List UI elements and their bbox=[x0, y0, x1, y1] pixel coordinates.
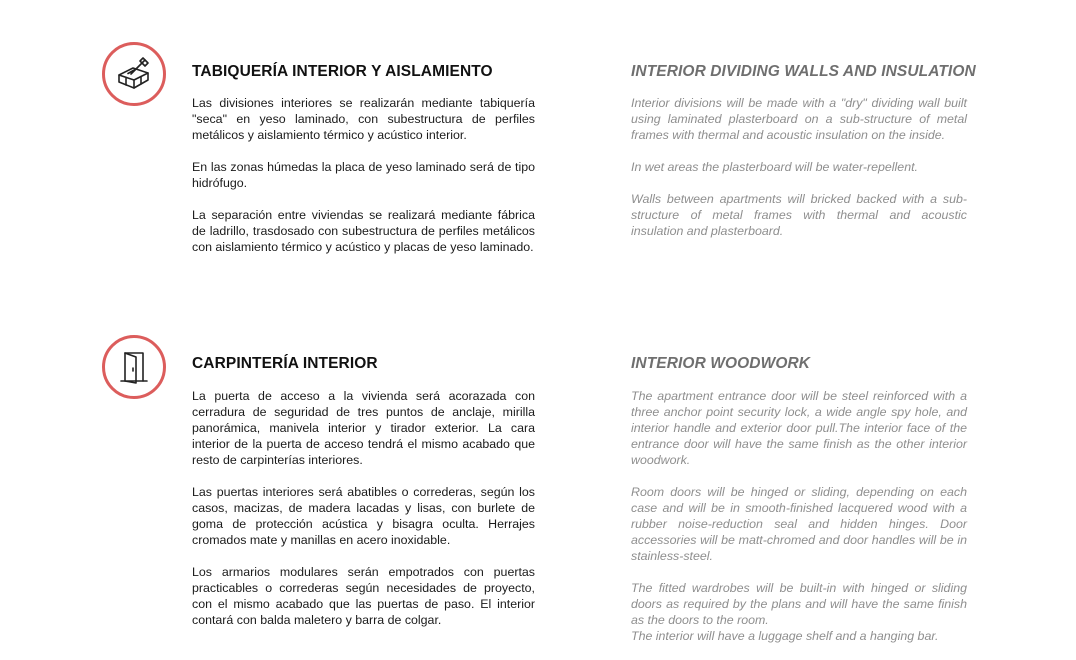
paragraph: La separación entre viviendas se realizará mediante fábrica de ladrillo, trasdosado con subestructura de perfiles metálicos con aislamiento térmico y acústico y placas de yeso laminado. bbox=[192, 208, 535, 254]
section-title-interior-carpentry: CARPINTERÍA INTERIOR bbox=[192, 355, 378, 372]
paragraph: Las puertas interiores será abatibles o correderas, según los casos, macizas, de madera lacadas y lisas, con burlete de goma de protección acústica y bisagra oculta. Herrajes cromados mate y manillas en acero inoxidable. bbox=[192, 485, 535, 547]
brick-trowel-icon bbox=[114, 54, 154, 94]
wall-section-icon-badge bbox=[102, 42, 166, 106]
door-icon bbox=[116, 349, 152, 385]
section-title-partition-walls: TABIQUERÍA INTERIOR Y AISLAMIENTO bbox=[192, 63, 493, 80]
interior-carpentry-spanish-text bbox=[192, 388, 535, 644]
paragraph: In wet areas the plasterboard will be water-repellent. bbox=[631, 160, 918, 174]
paragraph: Walls between apartments will bricked backed with a sub-structure of metal frames with thermal and acoustic insulation and plasterboard. bbox=[631, 192, 967, 238]
paragraph: The fitted wardrobes will be built-in with hinged or sliding doors as required by the plans and will have the same finish as the doors to the room. bbox=[631, 581, 967, 627]
section-title-dividing-walls-en: INTERIOR DIVIDING WALLS AND INSULATION bbox=[631, 63, 976, 80]
dividing-walls-english-text bbox=[631, 95, 967, 255]
interior-woodwork-english-text bbox=[631, 388, 967, 660]
paragraph: Interior divisions will be made with a "dry" dividing wall built using laminated plasterboard on a sub-structure of metal frames with thermal and acoustic insulation on the inside. bbox=[631, 96, 967, 142]
partition-walls-spanish-text bbox=[192, 95, 535, 271]
paragraph: La puerta de acceso a la vivienda será acorazada con cerradura de seguridad de tres puntos de anclaje, mirilla panorámica, manivela interior y tirador exterior. La cara interior de la puerta de acceso tendrá el mismo acabado que resto de carpinterías interiores. bbox=[192, 389, 535, 467]
paragraph: Room doors will be hinged or sliding, depending on each case and will be in smooth-finished lacquered wood with a rubber noise-reduction seal and hidden hinges. Door accessories will be matt-chromed and door handles will be in stainless-steel. bbox=[631, 485, 967, 563]
paragraph: Las divisiones interiores se realizarán mediante tabiquería "seca" en yeso laminado, con subestructura de perfiles metálicos y aislamiento térmico y acústico interior. bbox=[192, 96, 535, 142]
paragraph: The apartment entrance door will be steel reinforced with a three anchor point security lock, a wide angle spy hole, and interior handle and exterior door pull.The interior face of the entrance door will have the same finish as the other interior woodwork. bbox=[631, 389, 967, 467]
paragraph: En las zonas húmedas la placa de yeso laminado será de tipo hidrófugo. bbox=[192, 160, 535, 190]
woodwork-section-icon-badge bbox=[102, 335, 166, 399]
paragraph: The interior will have a luggage shelf and a hanging bar. bbox=[631, 629, 939, 643]
section-title-interior-woodwork-en: INTERIOR WOODWORK bbox=[631, 355, 811, 372]
paragraph: Los armarios modulares serán empotrados con puertas practicables o correderas según necesidades de proyecto, con el mismo acabado que las puertas de paso. El interior contará con balda maletero y barra de colgar. bbox=[192, 565, 535, 627]
